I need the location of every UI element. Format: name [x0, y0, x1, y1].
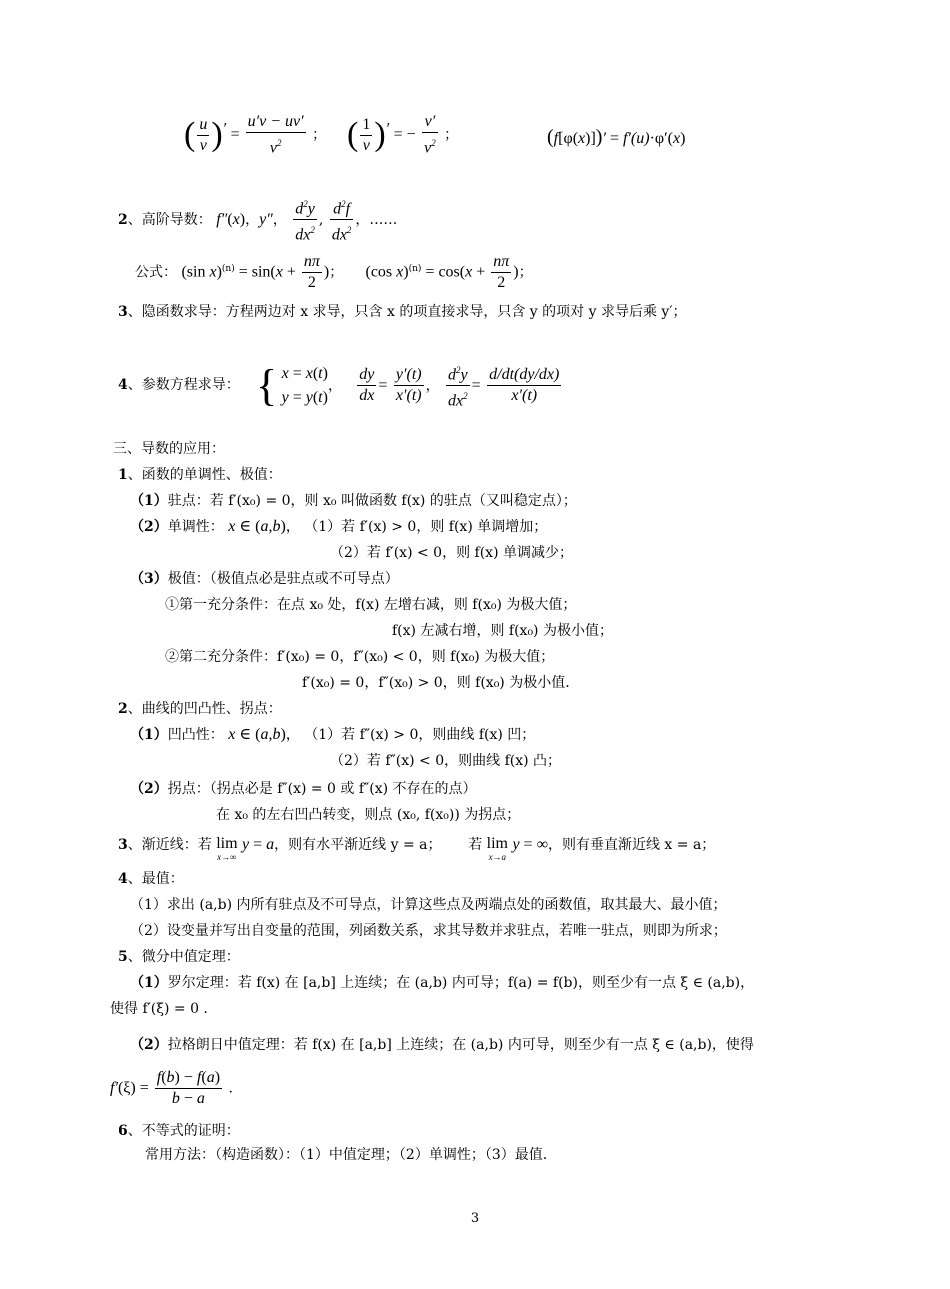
section-3-text: 、隐函数求导：方程两边对 x 求导，只含 x 的项直接求导，只含 y 的项对 y 求导后乘 y′；: [127, 304, 687, 320]
page-number: 3: [470, 1211, 480, 1226]
monotonicity: （2）单调性： x ∈ (a,b)， （1）若 f′(x) > 0，则 f(x) 单调增加；: [130, 518, 548, 535]
extrema: （3）极值：（极值点必是驻点或不可导点）: [130, 571, 399, 587]
formula-label: 公式：: [135, 264, 177, 281]
inequality-methods: 常用方法：（构造函数）：（1）中值定理；（2）单调性；（3）最值.: [145, 1147, 548, 1163]
section-3-number: 3: [118, 304, 128, 320]
monotonicity-decreasing: （2）若 f′(x) < 0，则 f(x) 单调减少；: [330, 545, 573, 561]
sub-3-asymptotes: 3、渐近线：若 lim x→∞ y = a，则有水平渐近线 y = a； 若 lim x→a y = ∞，则有垂直渐近线 x = a；: [118, 835, 716, 862]
sub-5-title: 5、微分中值定理：: [118, 949, 240, 965]
rolle-theorem: （1）罗尔定理：若 f(x) 在 [a,b] 上连续；在 (a,b) 内可导；f(a) = f(b)，则至少有一点 ξ ∈ (a,b)，: [130, 975, 755, 991]
sub-6-title: 6、不等式的证明：: [118, 1123, 240, 1139]
section-4-number: 4: [118, 377, 128, 393]
sub-2-title: 2、曲线的凹凸性、拐点：: [118, 701, 282, 717]
section-2-title: 、高阶导数：: [127, 211, 212, 228]
sub-4-title: 4、最值：: [118, 871, 184, 887]
part-3-title: 三、导数的应用：: [113, 441, 225, 457]
chain-rule-formula: (f[φ(x)])′ = f′(u)·φ′(x): [547, 126, 686, 148]
sub-1-title: 1、函数的单调性、极值：: [118, 467, 282, 483]
lagrange-formula: f′(ξ) = $\frac{f(b) - f(a)}{b - a}$ .: [110, 1069, 233, 1107]
parametric-formulas: { x = x(t) y = y(t) ， $\frac{dy}{dx}$ = $\frac{y'(t)}{x'(t)}$ ， $\frac{d^2y}{dx^2}$ = $\frac{d/dt(dy/dx)}{x'(t)}$: [256, 360, 560, 410]
reciprocal-rule-formula: ( $\frac{1}{v}$ )′ = − $\frac{v'}{v^2}$ ；: [347, 113, 459, 157]
rolle-theorem-conclusion: 使得 f′(ξ) = 0 .: [110, 1001, 208, 1017]
section-2-number: 2: [118, 211, 128, 228]
first-sufficient-condition: ①第一充分条件：在点 x₀ 处，f(x) 左增右减，则 f(x₀) 为极大值；: [165, 597, 577, 613]
stationary-point: （1）驻点：若 f′(x₀) = 0，则 x₀ 叫做函数 f(x) 的驻点（又叫稳定点）；: [130, 493, 577, 509]
extremum-step-1: （1）求出 (a,b) 内所有驻点及不可导点，计算这些点及两端点处的函数值，取其最大、最小值；: [130, 897, 727, 913]
section-3-implicit: [118, 303, 687, 321]
inflection-point: （2）拐点：（拐点必是 f″(x) = 0 或 f″(x) 不存在的点）: [130, 781, 477, 797]
higher-derivative-formulas: 公式： (sin x)$^{(n)}$ = sin(x + $\frac{n\pi}{2}$ )； (cos x)$^{(n)}$ = cos(x + $\frac{n\pi}{2}$ )；: [135, 253, 533, 291]
section-4-parametric: [118, 376, 240, 394]
inflection-point-condition: 在 x₀ 的左右凹凸转变，则点 (x₀, f(x₀)) 为拐点；: [216, 807, 521, 823]
lagrange-theorem: （2）拉格朗日中值定理：若 f(x) 在 [a,b] 上连续；在 (a,b) 内可导，则至少有一点 ξ ∈ (a,b)，使得: [130, 1037, 754, 1053]
convexity-convex: （2）若 f″(x) < 0，则曲线 f(x) 凸；: [330, 753, 562, 769]
extremum-step-2: （2）设变量并写出自变量的范围，列函数关系，求其导数并求驻点，若唯一驻点，则即为所求；: [130, 923, 727, 939]
quotient-rule-formula: ( $\frac{u}{v}$ )′ = $\frac{u'v - uv'}{v^2}$ ；: [184, 113, 327, 157]
first-sufficient-condition-min: f(x) 左减右增，则 f(x₀) 为极小值；: [392, 623, 613, 639]
section-2-higher-derivatives: 2、高阶导数： f″(x)，y″， $\frac{d^2y}{dx^2}$ , $\frac{d^2f}{dx^2}$ ，……: [118, 194, 397, 246]
second-sufficient-condition-min: f′(x₀) = 0，f″(x₀) > 0，则 f(x₀) 为极小值.: [302, 675, 570, 691]
section-4-title: 、参数方程求导：: [127, 377, 240, 393]
second-sufficient-condition: ②第二充分条件：f′(x₀) = 0，f″(x₀) < 0，则 f(x₀) 为极大值；: [165, 649, 555, 665]
convexity: （1）凹凸性： x ∈ (a,b)， （1）若 f″(x) > 0，则曲线 f(x) 凹；: [130, 726, 536, 743]
